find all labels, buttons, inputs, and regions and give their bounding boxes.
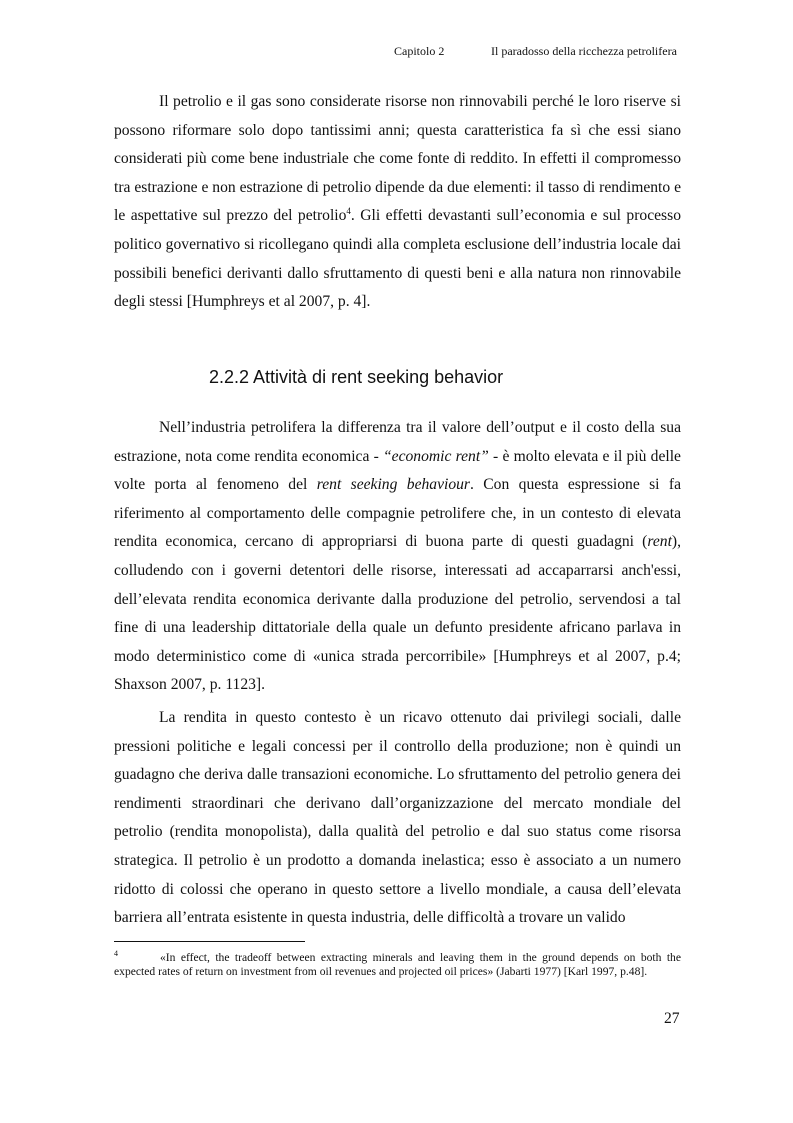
paragraph-2-text-b: - è molto elevata e il più delle volte porta al fenomeno del (114, 447, 681, 494)
header-chapter: Capitolo 2 (394, 44, 445, 58)
paragraph-2-text-c: . Con questa espressione si fa riferimento al comportamento delle compagnie petrolifere che, in un contesto di elevata rendita economica, cercano di appropriarsi di buona parte di questi guadagni ( (114, 476, 682, 551)
footnote-text: «In effect, the tradeoff between extracting minerals and leaving them in the ground depends on both the expected rates of return on investment from oil revenues and projected oil prices» (Jabarti 1977) [Karl 1997, p.48]. (114, 951, 681, 978)
paragraph-2 (114, 414, 681, 700)
footnote-number: 4 (114, 949, 118, 958)
paragraph-2-italic-a: “economic rent” (383, 447, 489, 465)
footnote (114, 951, 681, 978)
paragraph-2-italic-b: rent seeking behaviour (316, 476, 471, 494)
section-heading: 2.2.2 Attività di rent seeking behavior (209, 367, 504, 387)
paragraph-1-text-b: . Gli effetti devastanti sull’economia e sul processo politico governativo si ricollegano quindi alla completa esclusione dell’industria locale dai possibili benefici derivanti dallo sfruttamento di questi beni e alla natura non rinnovabile degli stessi [Humphreys et al 2007, p. 4]. (114, 207, 681, 311)
header-title: Il paradosso della ricchezza petrolifera (491, 44, 677, 58)
footnote-divider (114, 941, 305, 942)
paragraph-2-text-d: ), colludendo con i governi detentori delle risorse, interessati ad accaparrarsi anch'essi, dell’elevata rendita economica derivante dalla produzione del petrolio, servendosi a tal fine di una leadership dittatoriale della quale un defunto presidente africano parlava in modo deterministico come di «unica strada percorribile» [Humphreys et al 2007, p.4; Shaxson 2007, p. 1123]. (114, 533, 681, 694)
footnote-reference[interactable]: 4 (346, 206, 351, 217)
page-number: 27 (664, 1010, 680, 1027)
paragraph-2-text-a: Nell’industria petrolifera la differenza tra il valore dell’output e il costo della sua estrazione, nota come rendita economica - (114, 419, 681, 465)
paragraph-1-text-a: Il petrolio e il gas sono considerate risorse non rinnovabili perché le loro riserve si possono riformare solo dopo tantissimi anni; questa caratteristica fa sì che essi siano considerati più come bene industriale che come fonte di reddito. In effetti il compromesso tra estrazione e non estrazione di petrolio dipende da due elementi: il tasso di rendimento e le aspettative sul prezzo del petrolio (114, 93, 681, 225)
paragraph-2-italic-c: rent (647, 533, 672, 551)
paragraph-1 (114, 88, 681, 317)
paragraph-3: La rendita in questo contesto è un ricavo ottenuto dai privilegi sociali, dalle pressioni politiche e legali concessi per il controllo della produzione; non è quindi un guadagno che deriva dalle transazioni economiche. Lo sfruttamento del petrolio genera dei rendimenti straordinari che derivano dall’organizzazione del mercato mondiale del petrolio (rendita monopolista), dalla qualità del petrolio e dal suo status come risorsa strategica. Il petrolio è un prodotto a domanda inelastica; esso è associato a un numero ridotto di colossi che operano in questo settore a livello mondiale, a causa dell’elevata barriera all’entrata esistente in questa industria, delle difficoltà a trovare un valido (114, 709, 681, 927)
